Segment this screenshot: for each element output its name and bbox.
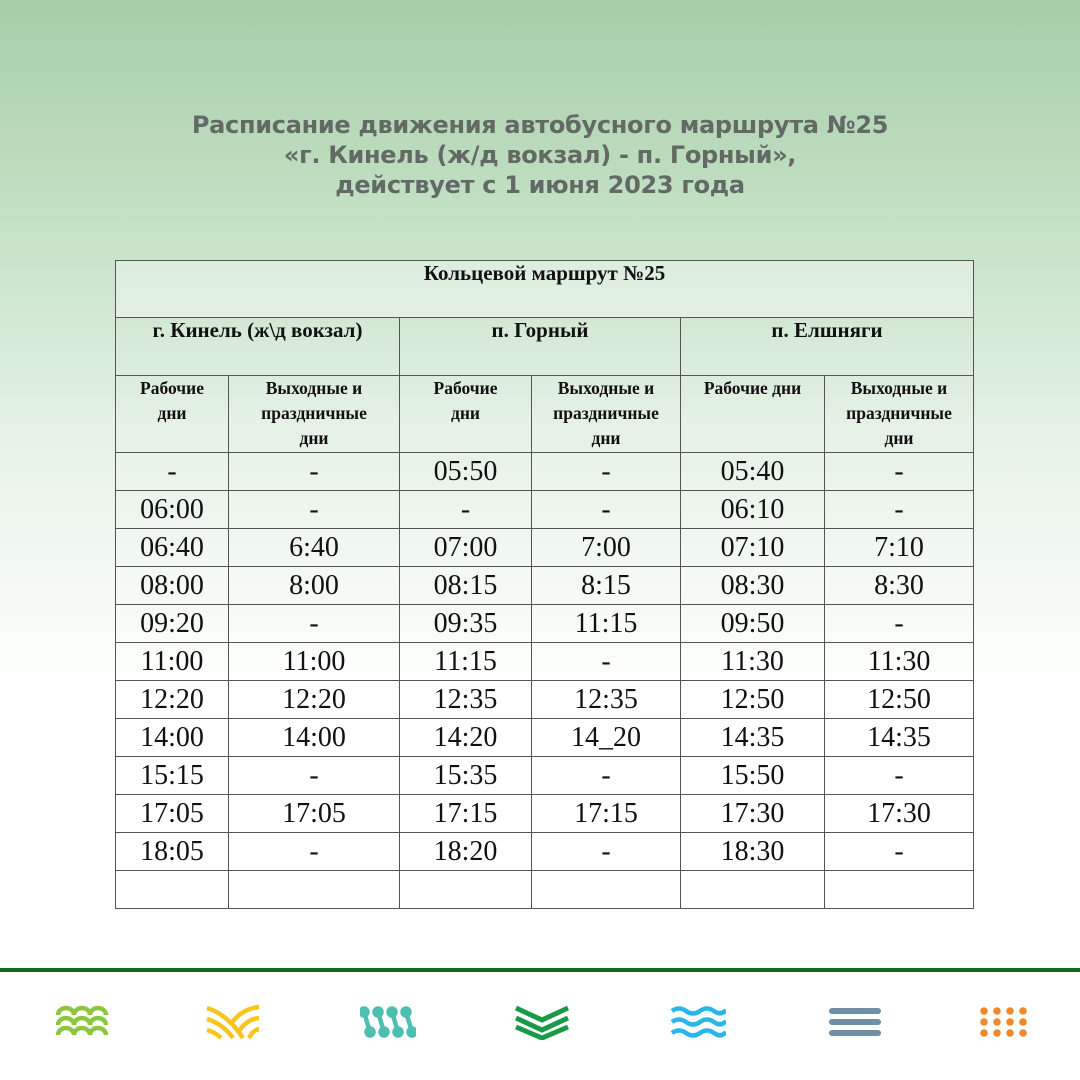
time-cell: 17:30 — [825, 795, 974, 833]
dots-grid-icon — [978, 1004, 1034, 1040]
day-type-header-line: Рабочие — [140, 378, 204, 398]
time-cell: - — [825, 491, 974, 529]
time-cell: 12:35 — [400, 681, 532, 719]
time-cell: - — [229, 453, 400, 491]
time-cell: 15:35 — [400, 757, 532, 795]
stops-header-row — [116, 318, 974, 376]
title-line: «г. Кинель (ж/д вокзал) - п. Горный», — [283, 141, 797, 169]
schedule-table — [115, 260, 974, 909]
time-cell — [400, 871, 532, 909]
time-cell: - — [825, 833, 974, 871]
stop-header: г. Кинель (ж\д вокзал) — [116, 318, 400, 376]
time-cell: 12:50 — [681, 681, 825, 719]
time-cell: 08:15 — [400, 567, 532, 605]
time-cell — [825, 871, 974, 909]
time-cell: 17:05 — [116, 795, 229, 833]
stop-header: п. Елшняги — [681, 318, 974, 376]
time-cell: 11:30 — [681, 643, 825, 681]
time-cell: 09:50 — [681, 605, 825, 643]
table-row — [116, 719, 974, 757]
field-lines-icon — [205, 1004, 261, 1040]
time-cell: - — [532, 833, 681, 871]
day-type-header-line: Рабочие — [433, 378, 498, 398]
time-cell: 14:00 — [229, 719, 400, 757]
time-cell: - — [825, 453, 974, 491]
time-cell: 09:20 — [116, 605, 229, 643]
arches-icon — [55, 1004, 111, 1040]
time-cell: 14:35 — [825, 719, 974, 757]
time-cell — [681, 871, 825, 909]
time-cell: 12:20 — [229, 681, 400, 719]
chevrons-icon — [514, 1004, 570, 1040]
day-type-header — [532, 376, 681, 453]
time-cell: 11:30 — [825, 643, 974, 681]
footer-icons — [0, 1000, 1080, 1044]
day-type-header-line: Выходные и — [265, 378, 363, 398]
time-cell: 6:40 — [229, 529, 400, 567]
route-header-row — [116, 261, 974, 318]
day-type-header — [825, 376, 974, 453]
time-cell: - — [825, 605, 974, 643]
time-cell: 06:10 — [681, 491, 825, 529]
day-type-header-line: дни — [157, 403, 187, 423]
day-type-header — [116, 376, 229, 453]
time-cell: - — [229, 605, 400, 643]
time-cell — [532, 871, 681, 909]
time-cell — [116, 871, 229, 909]
time-cell: 07:10 — [681, 529, 825, 567]
day-type-header — [681, 376, 825, 453]
table-row — [116, 567, 974, 605]
time-cell: 11:15 — [400, 643, 532, 681]
day-type-header-line: дни — [299, 428, 329, 448]
time-cell: - — [532, 757, 681, 795]
bars-icon — [828, 1004, 884, 1040]
time-cell: 05:40 — [681, 453, 825, 491]
page-title — [0, 110, 1080, 200]
time-cell: 8:30 — [825, 567, 974, 605]
day-type-header-line: Рабочие дни — [703, 378, 802, 398]
footer-divider — [0, 968, 1080, 972]
table-row — [116, 491, 974, 529]
time-cell: - — [532, 453, 681, 491]
time-cell: - — [229, 757, 400, 795]
table-row — [116, 681, 974, 719]
table-row — [116, 871, 974, 909]
day-type-header-line: праздничные — [553, 403, 659, 423]
time-cell: 14:20 — [400, 719, 532, 757]
day-type-header-line: Выходные и — [850, 378, 948, 398]
time-cell: 17:30 — [681, 795, 825, 833]
day-type-header-line: дни — [450, 403, 481, 423]
time-cell: - — [229, 491, 400, 529]
time-cell: 08:30 — [681, 567, 825, 605]
day-type-header-line: Выходные и — [557, 378, 655, 398]
time-cell: 8:00 — [229, 567, 400, 605]
day-type-header-line: праздничные — [261, 403, 367, 423]
time-cell: 18:20 — [400, 833, 532, 871]
time-cell: - — [532, 643, 681, 681]
time-cell: 17:15 — [400, 795, 532, 833]
table-row — [116, 529, 974, 567]
day-type-header — [229, 376, 400, 453]
time-cell: - — [825, 757, 974, 795]
table-row — [116, 643, 974, 681]
time-cell: 14_20 — [532, 719, 681, 757]
time-cell: 12:35 — [532, 681, 681, 719]
time-cell: 11:00 — [229, 643, 400, 681]
table-row — [116, 795, 974, 833]
schedule-rows — [116, 453, 974, 909]
dotted-waves-icon — [360, 1004, 416, 1040]
time-cell: 15:50 — [681, 757, 825, 795]
time-cell: 06:40 — [116, 529, 229, 567]
time-cell: 07:00 — [400, 529, 532, 567]
time-cell: 11:00 — [116, 643, 229, 681]
day-type-header-line: дни — [591, 428, 621, 448]
time-cell: 18:30 — [681, 833, 825, 871]
time-cell: 09:35 — [400, 605, 532, 643]
table-row — [116, 605, 974, 643]
day-type-header-line: дни — [884, 428, 914, 448]
time-cell: 05:50 — [400, 453, 532, 491]
time-cell: 7:10 — [825, 529, 974, 567]
title-line: Расписание движения автобусного маршрута №25 — [191, 111, 889, 139]
time-cell: 17:05 — [229, 795, 400, 833]
time-cell: 12:20 — [116, 681, 229, 719]
time-cell: 14:00 — [116, 719, 229, 757]
time-cell: 14:35 — [681, 719, 825, 757]
time-cell: 18:05 — [116, 833, 229, 871]
time-cell: 11:15 — [532, 605, 681, 643]
time-cell: - — [116, 453, 229, 491]
stop-header: п. Горный — [400, 318, 681, 376]
title-line: действует с 1 июня 2023 года — [335, 171, 745, 199]
time-cell: 12:50 — [825, 681, 974, 719]
time-cell: 08:00 — [116, 567, 229, 605]
time-cell: - — [229, 833, 400, 871]
table-row — [116, 757, 974, 795]
time-cell: 17:15 — [532, 795, 681, 833]
time-cell: 8:15 — [532, 567, 681, 605]
table-row — [116, 833, 974, 871]
time-cell: 7:00 — [532, 529, 681, 567]
time-cell: 06:00 — [116, 491, 229, 529]
route-title: Кольцевой маршрут №25 — [116, 261, 974, 318]
day-type-header — [400, 376, 532, 453]
table-row — [116, 453, 974, 491]
time-cell — [229, 871, 400, 909]
time-cell: 15:15 — [116, 757, 229, 795]
day-type-header-line: праздничные — [846, 403, 952, 423]
waves-icon — [670, 1004, 726, 1040]
day-type-header-row — [116, 376, 974, 453]
time-cell: - — [400, 491, 532, 529]
time-cell: - — [532, 491, 681, 529]
